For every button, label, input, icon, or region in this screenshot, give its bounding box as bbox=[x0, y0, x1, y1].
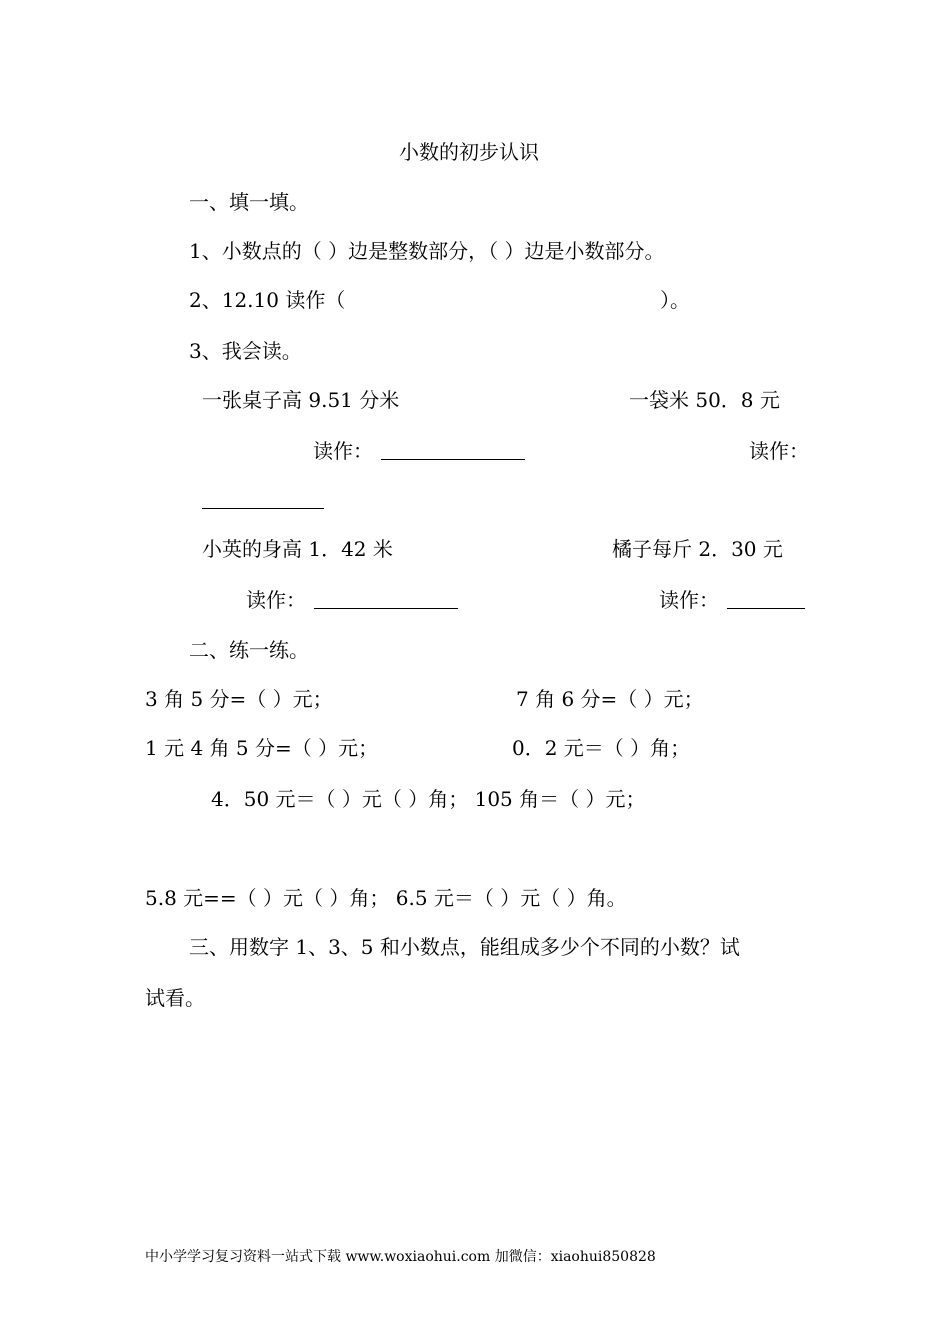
question-2: 2、12.10 读作（ bbox=[189, 288, 346, 312]
answer-line-d[interactable] bbox=[727, 588, 805, 609]
footer-text: 中小学学习复习资料一站式下载 www.woxiaohui.com 加微信：xiaohui850828 bbox=[145, 1249, 656, 1265]
section-3-question: 三、用数字 1、3、5 和小数点，能组成多少个不同的小数？试 bbox=[189, 935, 740, 959]
section-1-heading: 一、填一填。 bbox=[189, 190, 309, 214]
question-1: 1、小数点的（ ）边是整数部分，（ ）边是小数部分。 bbox=[189, 239, 665, 263]
exercise-row-2b: 0．2 元＝（ ）角； bbox=[512, 736, 691, 760]
read-label-c: 读作： bbox=[246, 588, 306, 612]
read-label-b: 读作： bbox=[749, 439, 809, 463]
exercise-row-1b: 7 角 6 分=（ ）元； bbox=[516, 687, 704, 711]
section-3-question-cont: 试看。 bbox=[145, 986, 205, 1010]
page-title: 小数的初步认识 bbox=[399, 140, 539, 164]
question-3: 3、我会读。 bbox=[189, 339, 302, 363]
exercise-row-4: 5.8 元==（ ）元（ ）角； 6.5 元＝（ ）元（ ）角。 bbox=[145, 886, 627, 910]
exercise-row-2a: 1 元 4 角 5 分=（ ）元； bbox=[145, 736, 379, 760]
answer-line-c[interactable] bbox=[314, 588, 458, 609]
read-label-a: 读作： bbox=[313, 439, 373, 463]
item-height-xiaoying: 小英的身高 1．42 米 bbox=[202, 537, 393, 561]
question-2-end: ）。 bbox=[660, 288, 690, 312]
answer-line-a[interactable] bbox=[381, 439, 525, 460]
item-desk-height: 一张桌子高 9.51 分米 bbox=[202, 388, 400, 412]
answer-line-b[interactable] bbox=[202, 488, 324, 509]
read-label-d: 读作： bbox=[659, 588, 719, 612]
exercise-row-1a: 3 角 5 分=（ ）元； bbox=[145, 687, 333, 711]
section-2-heading: 二、练一练。 bbox=[189, 638, 309, 662]
exercise-row-3: 4．50 元＝（ ）元（ ）角； 105 角＝（ ）元； bbox=[211, 787, 646, 811]
item-orange-price: 橘子每斤 2．30 元 bbox=[612, 537, 783, 561]
item-rice-price: 一袋米 50．8 元 bbox=[629, 388, 780, 412]
